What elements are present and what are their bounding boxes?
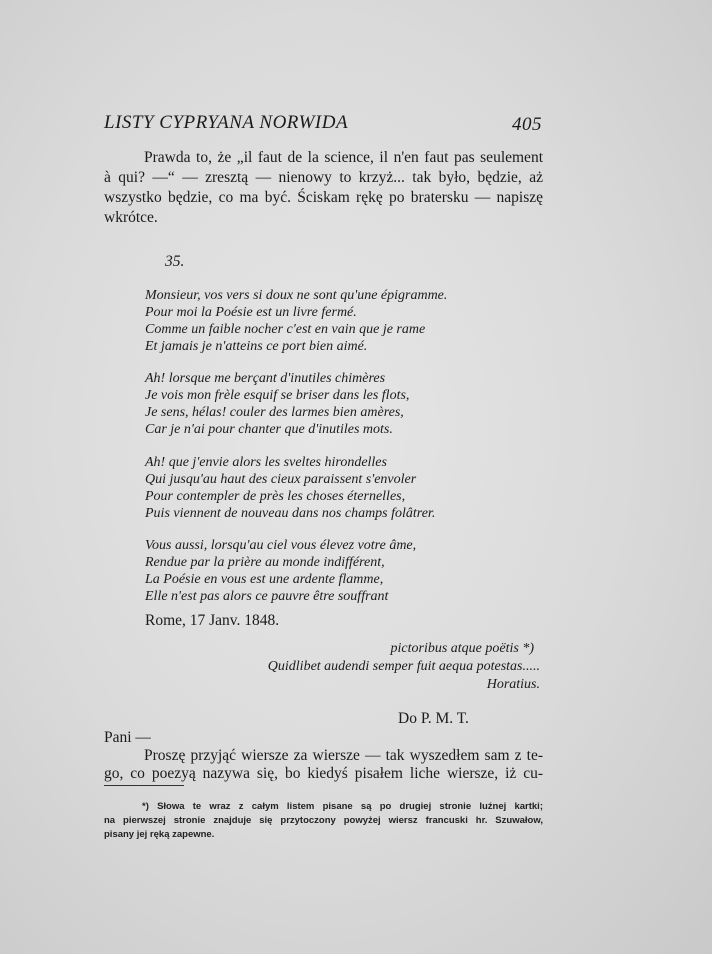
intro-line: à qui? —“ — zresztą — nienowy to krzyż... tak było, będzie, aż (104, 169, 543, 186)
poem-line: Je sens, hélas! couler des larmes bien amères, (145, 405, 404, 420)
letter-number: 35. (165, 253, 185, 270)
poem-line: Qui jusqu'au haut des cieux paraissent s'envoler (145, 472, 417, 487)
poem-line: Et jamais je n'atteins ce port bien aimé. (145, 339, 368, 354)
footnote-line: *) Słowa te wraz z całym listem pisane są po drugiej stronie luźnej kartki; (142, 801, 543, 812)
poem-line: Ah! que j'envie alors les sveltes hirondelles (145, 455, 387, 470)
running-header-title: LISTY CYPRYANA NORWIDA (104, 112, 349, 133)
poem-line: Ah! lorsque me berçant d'inutiles chimères (145, 371, 386, 386)
footnote-rule (104, 785, 184, 786)
poem-line: Pour moi la Poésie est un livre fermé. (145, 305, 357, 320)
letter-line: go, co poezyą nazywa się, bo kiedyś pisałem liche wiersze, iż cu- (104, 765, 543, 782)
intro-line: wkrótce. (104, 209, 158, 226)
salutation: Pani — (104, 729, 151, 746)
footnote-line: na pierwszej stronie znajduje się przytoczony powyżej wiersz francuski hr. Szuwałow, (104, 815, 543, 826)
poem-line: Elle n'est pas alors ce pauvre être souffrant (145, 589, 389, 604)
poem-line: Vous aussi, lorsqu'au ciel vous élevez votre âme, (145, 538, 417, 553)
poem-line: Puis viennent de nouveau dans nos champs folâtrer. (145, 506, 436, 521)
addressee: Do P. M. T. (398, 710, 469, 727)
epigraph-line: Quidlibet audendi semper fuit aequa potestas..... (267, 659, 540, 674)
intro-line: wszystko będzie, co ma być. Ściskam rękę po bratersku — napiszę (104, 189, 543, 206)
intro-line: Prawda to, że „il faut de la science, il n'en faut pas seulement (144, 149, 543, 166)
poem-line: Car je n'ai pour chanter que d'inutiles mots. (145, 422, 393, 437)
letter-line: Proszę przyjąć wiersze za wiersze — tak wyszedłem sam z te- (144, 747, 543, 764)
page-number: 405 (512, 114, 542, 135)
poem-line: Pour contempler de près les choses éternelles, (145, 489, 406, 504)
epigraph-author: Horatius. (486, 677, 540, 692)
dateline: Rome, 17 Janv. 1848. (145, 612, 280, 629)
poem-line: Comme un faible nocher c'est en vain que je rame (145, 322, 426, 337)
poem-line: Rendue par la prière au monde indifférent, (145, 555, 385, 570)
poem-line: La Poésie en vous est une ardente flamme, (145, 572, 384, 587)
poem-line: Monsieur, vos vers si doux ne sont qu'une épigramme. (145, 288, 448, 303)
footnote-line: pisany jej ręką zapewne. (104, 829, 215, 840)
poem-line: Je vois mon frèle esquif se briser dans les flots, (145, 388, 410, 403)
epigraph-line: pictoribus atque poëtis *) (390, 641, 534, 656)
